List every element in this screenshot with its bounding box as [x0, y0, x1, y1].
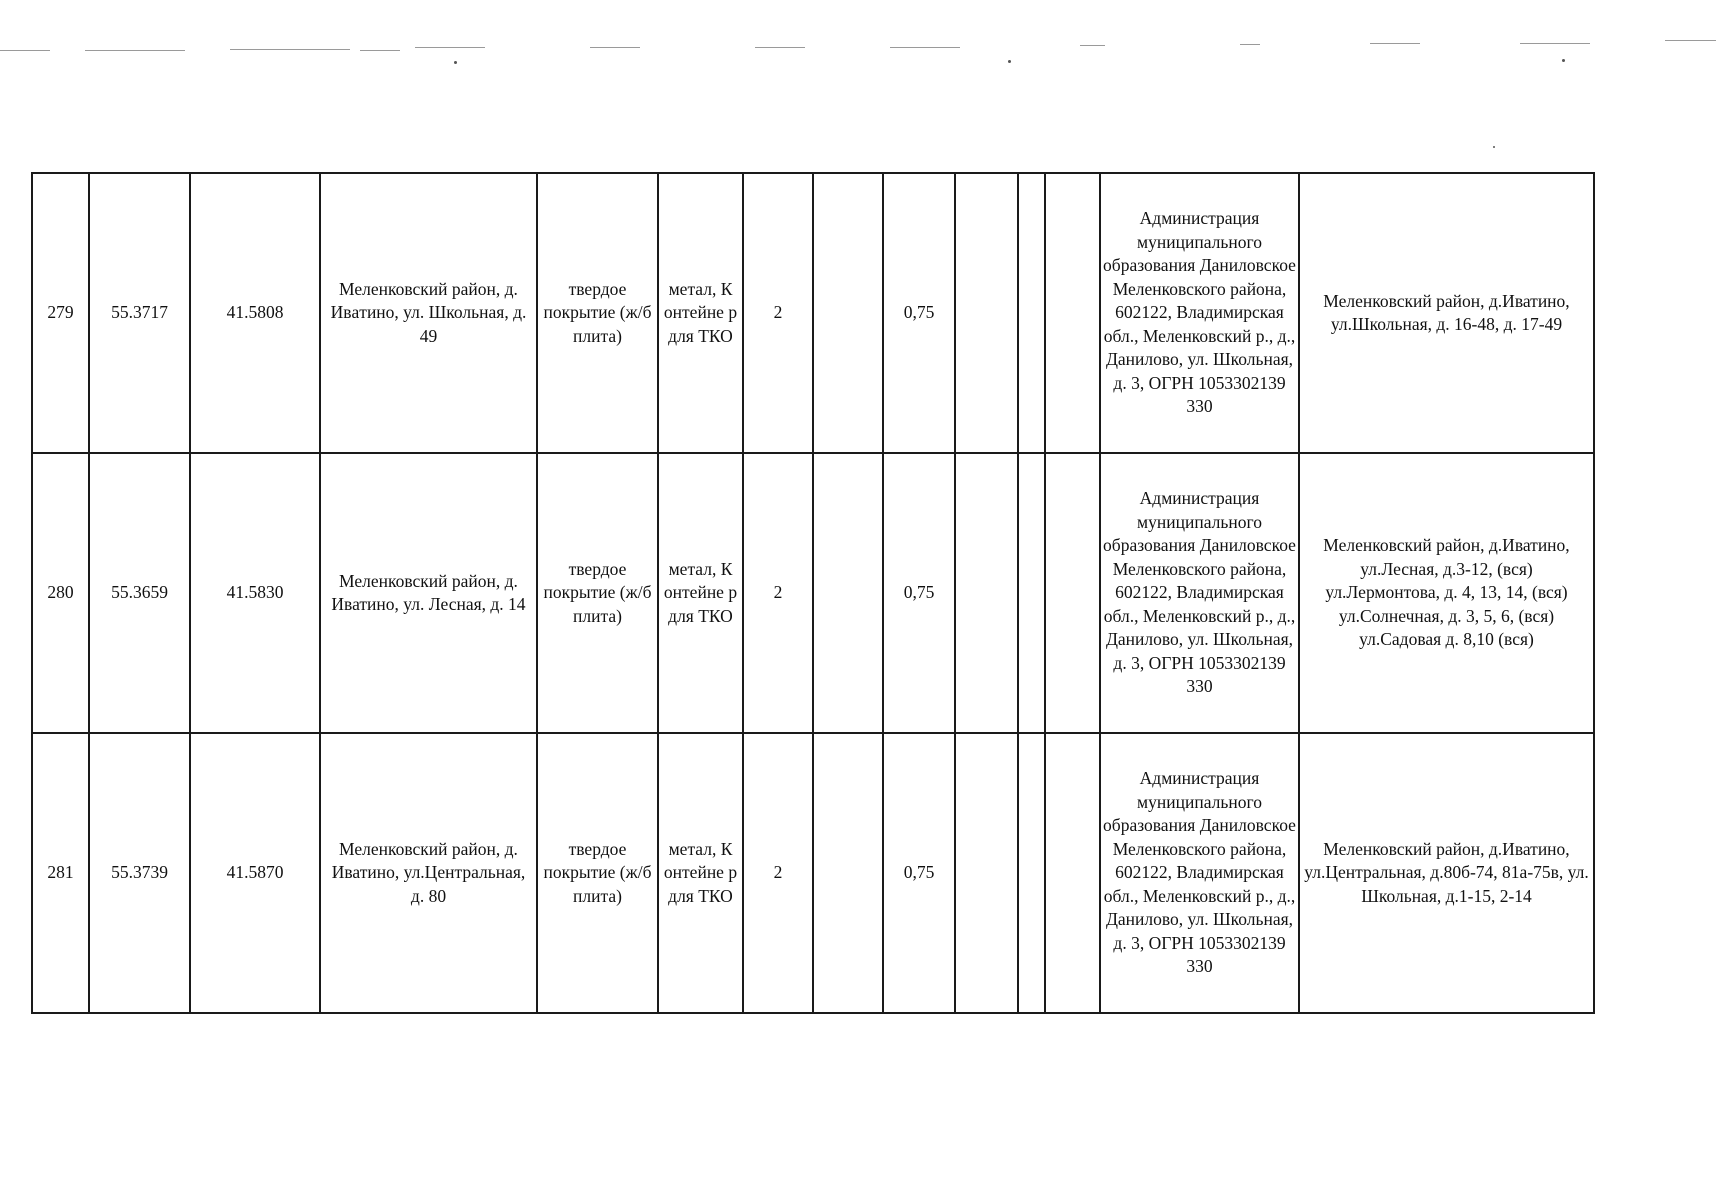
scan-artifact	[1008, 60, 1011, 63]
container-count: 2	[743, 733, 813, 1013]
table-row	[32, 453, 1594, 733]
site-owner: Администрация муниципального образования Даниловское Меленковского района, 602122, Владимирская обл., Меленковский р., д., Данилово, ул. Школьная, д. 3, ОГРН 1053302139 330	[1100, 173, 1299, 453]
container-type: метал, К онтейне р для ТКО	[658, 173, 743, 453]
scan-artifact	[755, 47, 805, 48]
surface-type: твердое покрытие (ж/б плита)	[537, 173, 658, 453]
latitude: 55.3739	[89, 733, 190, 1013]
empty-cell	[955, 173, 1018, 453]
container-volume: 0,75	[883, 733, 955, 1013]
scan-artifact	[1240, 44, 1260, 45]
row-number: 280	[32, 453, 89, 733]
empty-cell	[1045, 173, 1100, 453]
scan-artifact	[360, 50, 400, 51]
served-addresses: Меленковский район, д.Иватино, ул.Центральная, д.80б-74, 81а-75в, ул. Школьная, д.1-15, 2-14	[1299, 733, 1594, 1013]
latitude: 55.3717	[89, 173, 190, 453]
scan-artifact	[1562, 59, 1565, 62]
scan-artifact	[1370, 43, 1420, 44]
longitude: 41.5870	[190, 733, 320, 1013]
scan-artifact	[1665, 40, 1716, 41]
empty-cell	[813, 453, 883, 733]
empty-cell	[955, 733, 1018, 1013]
empty-cell	[1018, 173, 1045, 453]
scan-artifact	[1493, 146, 1495, 148]
scan-artifact	[230, 49, 350, 50]
container-type: метал, К онтейне р для ТКО	[658, 453, 743, 733]
container-volume: 0,75	[883, 173, 955, 453]
served-addresses: Меленковский район, д.Иватино, ул.Лесная, д.3-12, (вся) ул.Лермонтова, д. 4, 13, 14, (вся) ул.Солнечная, д. 3, 5, 6, (вся) ул.Садовая д. 8,10 (вся)	[1299, 453, 1594, 733]
site-owner: Администрация муниципального образования Даниловское Меленковского района, 602122, Владимирская обл., Меленковский р., д., Данилово, ул. Школьная, д. 3, ОГРН 1053302139 330	[1100, 733, 1299, 1013]
container-count: 2	[743, 173, 813, 453]
table-row	[32, 733, 1594, 1013]
empty-cell	[1018, 733, 1045, 1013]
empty-cell	[955, 453, 1018, 733]
container-volume: 0,75	[883, 453, 955, 733]
surface-type: твердое покрытие (ж/б плита)	[537, 733, 658, 1013]
empty-cell	[1045, 733, 1100, 1013]
container-count: 2	[743, 453, 813, 733]
site-address: Меленковский район, д. Иватино, ул.Центральная, д. 80	[320, 733, 537, 1013]
row-number: 279	[32, 173, 89, 453]
served-addresses: Меленковский район, д.Иватино, ул.Школьная, д. 16-48, д. 17-49	[1299, 173, 1594, 453]
scan-artifact	[1520, 43, 1590, 44]
register-table	[31, 172, 1595, 1014]
scan-artifact	[1080, 45, 1105, 46]
empty-cell	[1018, 453, 1045, 733]
latitude: 55.3659	[89, 453, 190, 733]
scan-artifact	[590, 47, 640, 48]
site-owner: Администрация муниципального образования Даниловское Меленковского района, 602122, Владимирская обл., Меленковский р., д., Данилово, ул. Школьная, д. 3, ОГРН 1053302139 330	[1100, 453, 1299, 733]
scan-artifact	[890, 47, 960, 48]
container-type: метал, К онтейне р для ТКО	[658, 733, 743, 1013]
scan-artifact	[454, 61, 457, 64]
table-row	[32, 173, 1594, 453]
row-number: 281	[32, 733, 89, 1013]
empty-cell	[813, 733, 883, 1013]
longitude: 41.5830	[190, 453, 320, 733]
scan-artifact	[415, 47, 485, 48]
scan-artifact	[85, 50, 185, 51]
site-address: Меленковский район, д. Иватино, ул. Лесная, д. 14	[320, 453, 537, 733]
scan-artifact	[0, 50, 50, 51]
empty-cell	[1045, 453, 1100, 733]
site-address: Меленковский район, д. Ивaтино, ул. Школьная, д. 49	[320, 173, 537, 453]
surface-type: твердое покрытие (ж/б плита)	[537, 453, 658, 733]
empty-cell	[813, 173, 883, 453]
longitude: 41.5808	[190, 173, 320, 453]
